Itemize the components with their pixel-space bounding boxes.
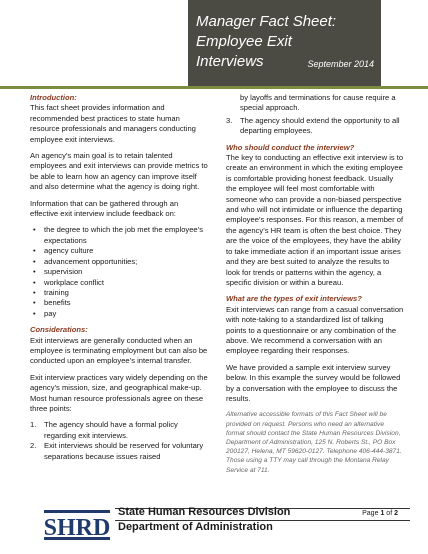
page-total: 2 <box>394 510 398 517</box>
division-name: State Human Resources Division <box>118 506 291 518</box>
title-box <box>188 0 381 86</box>
point-number: 3. <box>226 115 233 125</box>
page-label: Page <box>362 510 379 517</box>
right-column <box>226 93 404 481</box>
list-item: • advancement opportunities; <box>30 257 208 267</box>
point-text: The agency should have a formal policy regarding exit interviews. <box>44 420 178 440</box>
page-current: 1 <box>380 510 385 517</box>
title-line-1: Manager Fact Sheet: <box>196 13 337 30</box>
points-list-continued <box>226 116 404 137</box>
intro-text: This fact sheet provides information and recommended best practices to state human resource professionals and managers conducting employee exit interviews. <box>30 103 196 144</box>
list-item: • workplace conflict <box>30 278 208 288</box>
considerations-text: Exit interviews are generally conducted when an employee is terminating employment but can also be conducted upon an employee’s internal transfer. <box>30 335 208 366</box>
points-list <box>30 420 208 462</box>
types-heading: What are the types of exit interviews? <box>226 294 362 304</box>
list-item <box>30 420 208 441</box>
point-number: 1. <box>30 420 37 430</box>
left-column <box>30 93 208 468</box>
who-heading: Who should conduct the interview? <box>226 142 355 152</box>
shrd-logo <box>44 506 110 544</box>
list-item: • benefits <box>30 298 208 308</box>
accessibility-note: Alternative accessible formats of this Fact Sheet will be provided on request. Persons who need an alternative format should contact the State Human Resources Division, Department of Administration, 125 N. Roberts St., PO Box 200127, Helena, MT 59620-0127. Telephone 406-444-3871. Those using a TTY may call through the Montana Relay Service at 711. <box>226 411 402 474</box>
point-number: 2. <box>30 441 37 451</box>
goal-text: An agency’s main goal is to retain talented employees and exit interviews can provide metrics to be able to learn how an agency can improve itself and also determine what the agency is doing right. <box>30 151 208 192</box>
list-item: • agency culture <box>30 246 208 256</box>
point-text: The agency should extend the opportunity to all departing employees. <box>240 115 400 136</box>
title-date: September 2014 <box>307 59 374 69</box>
header-band <box>0 86 428 89</box>
title-line-2: Employee Exit <box>196 33 292 50</box>
practices-text: Exit interview practices vary widely depending on the agency’s mission, size, and geographical make-up. Most human resource professionals agree on these three points: <box>30 372 208 413</box>
point-2-continued: by layoffs and terminations for cause require a special approach. <box>240 93 396 113</box>
department-name: Department of Administration <box>118 521 273 533</box>
who-text: The key to conducting an effective exit interview is to create an environment in which the exiting employee is comfortable providing honest feedback. Usually the employee will feel most comfortable with someone who can provide a non-biased perspective and who will not intimidate or influence the departing employee’s responses. For this reason, a member of the agency’s HR team is often the best choice. They are the voice of the employees, they have the ability to take immediate action if an important issue arises and they are best suited to analyze the results to look for trends or patterns within the agency, a specific division or within a bureau. <box>226 153 404 287</box>
sample-text: We have provided a sample exit interview survey below. In this example the survey would be followed by a conversation with the employee to discuss the results. <box>226 362 401 403</box>
list-item <box>226 116 404 137</box>
list-item: • pay <box>30 309 208 319</box>
list-item: • supervision <box>30 267 208 277</box>
info-text: Information that can be gathered through an effective exit interview include feedback on: <box>30 198 179 219</box>
point-text: Exit interviews should be reserved for voluntary separations because issues raised <box>44 441 204 461</box>
feedback-list <box>30 225 208 319</box>
list-item: • training <box>30 288 208 298</box>
page-of: of <box>386 510 393 517</box>
considerations-heading: Considerations: <box>30 325 88 335</box>
logo-text: SHRD <box>44 515 110 541</box>
types-text: Exit interviews can range from a casual conversation with note-taking to a standardized list of talking points to a questionnaire or any combination of the above. We recommend a conversation with an employee regarding their responses. <box>226 304 404 356</box>
list-item: • the degree to which the job met the employee’s expectations <box>30 225 208 246</box>
list-item <box>30 441 208 462</box>
intro-heading: Introduction: <box>30 93 77 102</box>
title-line-3: Interviews <box>196 53 264 70</box>
page-number <box>362 510 398 517</box>
